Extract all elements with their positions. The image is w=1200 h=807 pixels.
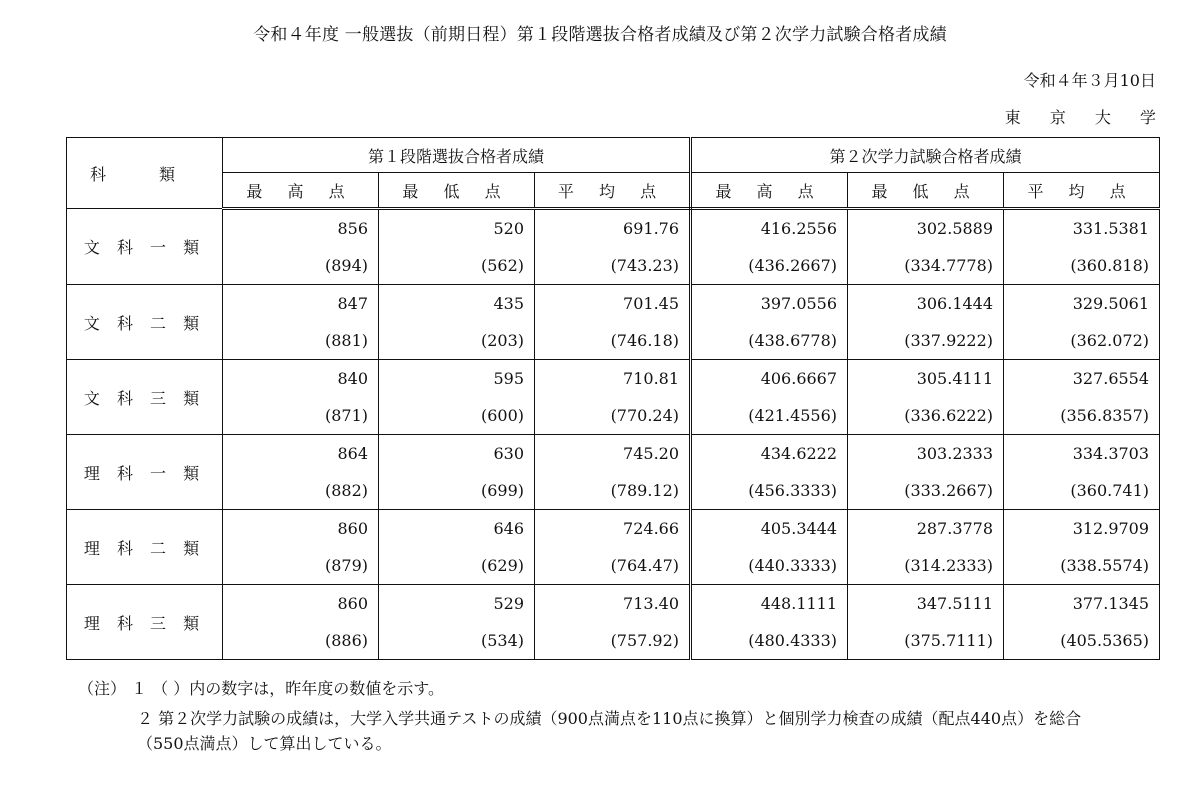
- current-value: 306.1444: [916, 294, 994, 313]
- current-value: 303.2333: [916, 444, 994, 463]
- previous-value: (600): [480, 406, 524, 425]
- score-cell: [1004, 585, 1160, 660]
- score-cell: [848, 360, 1004, 435]
- notes-section: [78, 674, 444, 704]
- previous-value: (336.6222): [904, 406, 994, 425]
- previous-value: (882): [324, 481, 368, 500]
- previous-value: (456.3333): [748, 481, 838, 500]
- current-value: 529: [493, 594, 524, 613]
- current-value: 434.6222: [760, 444, 838, 463]
- previous-value: (421.4556): [748, 406, 838, 425]
- note-1: （注） １ （ ）内の数字は，昨年度の数値を示す。: [78, 679, 444, 698]
- current-value: 691.76: [623, 219, 680, 238]
- current-value: 646: [493, 519, 524, 538]
- previous-value: (360.741): [1070, 481, 1150, 500]
- current-value: 302.5889: [916, 219, 994, 238]
- table-header: [67, 138, 1160, 209]
- current-value: 435: [493, 294, 524, 313]
- previous-value: (789.12): [610, 481, 680, 500]
- score-cell: [1004, 285, 1160, 360]
- previous-value: (743.23): [610, 256, 680, 275]
- previous-value: (699): [480, 481, 524, 500]
- previous-value: (871): [324, 406, 368, 425]
- previous-value: (438.6778): [748, 331, 838, 350]
- current-value: 329.5061: [1072, 294, 1150, 313]
- current-value: 448.1111: [760, 594, 838, 613]
- score-cell: [535, 585, 691, 660]
- current-value: 405.3444: [760, 519, 838, 538]
- score-cell: [535, 435, 691, 510]
- current-value: 840: [337, 369, 368, 388]
- table-row: [67, 585, 1160, 660]
- metric-header: 最 低 点: [379, 173, 535, 209]
- metric-header: 最 高 点: [223, 173, 379, 209]
- table-row: [67, 209, 1160, 285]
- score-cell: [691, 360, 848, 435]
- metric-header: 最 高 点: [691, 173, 848, 209]
- previous-value: (534): [480, 631, 524, 650]
- score-cell: [848, 285, 1004, 360]
- score-cell: [1004, 209, 1160, 285]
- previous-value: (480.4333): [748, 631, 838, 650]
- subject-cell: 文 科 一 類: [67, 209, 223, 285]
- current-value: 334.3703: [1072, 444, 1150, 463]
- score-cell: [691, 510, 848, 585]
- current-value: 377.1345: [1072, 594, 1150, 613]
- current-value: 305.4111: [916, 369, 994, 388]
- score-cell: [223, 585, 379, 660]
- subject-cell: 理 科 三 類: [67, 585, 223, 660]
- current-value: 724.66: [623, 519, 680, 538]
- score-cell: [1004, 435, 1160, 510]
- subject-cell: 理 科 一 類: [67, 435, 223, 510]
- document-date: 令和４年３月10日: [1023, 71, 1156, 90]
- previous-value: (562): [480, 256, 524, 275]
- previous-value: (894): [324, 256, 368, 275]
- previous-value: (334.7778): [904, 256, 994, 275]
- score-cell: [691, 435, 848, 510]
- current-value: 710.81: [623, 369, 680, 388]
- metric-header-row: [67, 173, 1160, 209]
- previous-value: (764.47): [610, 556, 680, 575]
- group-header-row: [67, 138, 1160, 173]
- current-value: 701.45: [623, 294, 680, 313]
- table-body: [67, 209, 1160, 660]
- previous-value: (886): [324, 631, 368, 650]
- subject-cell: 文 科 三 類: [67, 360, 223, 435]
- score-cell: [535, 360, 691, 435]
- score-cell: [535, 209, 691, 285]
- current-value: 630: [493, 444, 524, 463]
- current-value: 327.6554: [1072, 369, 1150, 388]
- previous-value: (881): [324, 331, 368, 350]
- table-row: [67, 360, 1160, 435]
- score-cell: [691, 585, 848, 660]
- subject-column-header: 科 類: [67, 138, 223, 209]
- score-cell: [1004, 360, 1160, 435]
- table-row: [67, 285, 1160, 360]
- score-cell: [848, 209, 1004, 285]
- current-value: 520: [493, 219, 524, 238]
- previous-value: (333.2667): [904, 481, 994, 500]
- current-value: 847: [337, 294, 368, 313]
- first-stage-header: 第１段階選抜合格者成績: [223, 138, 691, 173]
- current-value: 406.6667: [760, 369, 838, 388]
- previous-value: (746.18): [610, 331, 680, 350]
- current-value: 864: [337, 444, 368, 463]
- current-value: 397.0556: [760, 294, 838, 313]
- score-cell: [223, 360, 379, 435]
- previous-value: (360.818): [1070, 256, 1150, 275]
- current-value: 347.5111: [916, 594, 994, 613]
- current-value: 416.2556: [760, 219, 838, 238]
- previous-value: (356.8357): [1060, 406, 1150, 425]
- score-cell: [379, 585, 535, 660]
- metric-header: 最 低 点: [848, 173, 1004, 209]
- previous-value: (405.5365): [1060, 631, 1150, 650]
- score-cell: [848, 585, 1004, 660]
- current-value: 287.3778: [916, 519, 994, 538]
- previous-value: (879): [324, 556, 368, 575]
- current-value: 595: [493, 369, 524, 388]
- previous-value: (337.9222): [904, 331, 994, 350]
- previous-value: (314.2333): [904, 556, 994, 575]
- previous-value: (770.24): [610, 406, 680, 425]
- score-cell: [848, 510, 1004, 585]
- current-value: 713.40: [623, 594, 680, 613]
- current-value: 312.9709: [1072, 519, 1150, 538]
- table-row: [67, 435, 1160, 510]
- previous-value: (629): [480, 556, 524, 575]
- current-value: 860: [337, 594, 368, 613]
- previous-value: (362.072): [1070, 331, 1150, 350]
- score-cell: [691, 285, 848, 360]
- score-cell: [1004, 510, 1160, 585]
- previous-value: (375.7111): [904, 631, 994, 650]
- current-value: 856: [337, 219, 368, 238]
- page-title: 令和４年度 一般選抜（前期日程）第１段階選抜合格者成績及び第２次学力試験合格者成績: [253, 25, 947, 45]
- previous-value: (436.2667): [748, 256, 838, 275]
- score-cell: [379, 510, 535, 585]
- score-cell: [691, 209, 848, 285]
- score-cell: [223, 435, 379, 510]
- score-cell: [535, 510, 691, 585]
- results-table: [66, 137, 1160, 660]
- score-cell: [223, 285, 379, 360]
- note-2: ２ 第２次学力試験の成績は，大学入学共通テストの成績（900点満点を110点に換算）と個別学力検査の成績（配点440点）を総合（550点満点）して算出している。: [137, 709, 1082, 753]
- score-cell: [848, 435, 1004, 510]
- score-cell: [379, 435, 535, 510]
- score-cell: [379, 209, 535, 285]
- metric-header: 平 均 点: [535, 173, 691, 209]
- score-cell: [535, 285, 691, 360]
- score-cell: [379, 285, 535, 360]
- subject-cell: 文 科 二 類: [67, 285, 223, 360]
- current-value: 331.5381: [1072, 219, 1150, 238]
- previous-value: (440.3333): [748, 556, 838, 575]
- score-cell: [223, 209, 379, 285]
- metric-header: 平 均 点: [1004, 173, 1160, 209]
- previous-value: (203): [480, 331, 524, 350]
- score-cell: [223, 510, 379, 585]
- current-value: 860: [337, 519, 368, 538]
- previous-value: (338.5574): [1060, 556, 1150, 575]
- table-row: [67, 510, 1160, 585]
- score-cell: [379, 360, 535, 435]
- second-exam-header: 第２次学力試験合格者成績: [691, 138, 1160, 173]
- previous-value: (757.92): [610, 631, 680, 650]
- subject-cell: 理 科 二 類: [67, 510, 223, 585]
- university-name: 東 京 大 学: [1004, 108, 1158, 127]
- current-value: 745.20: [623, 444, 680, 463]
